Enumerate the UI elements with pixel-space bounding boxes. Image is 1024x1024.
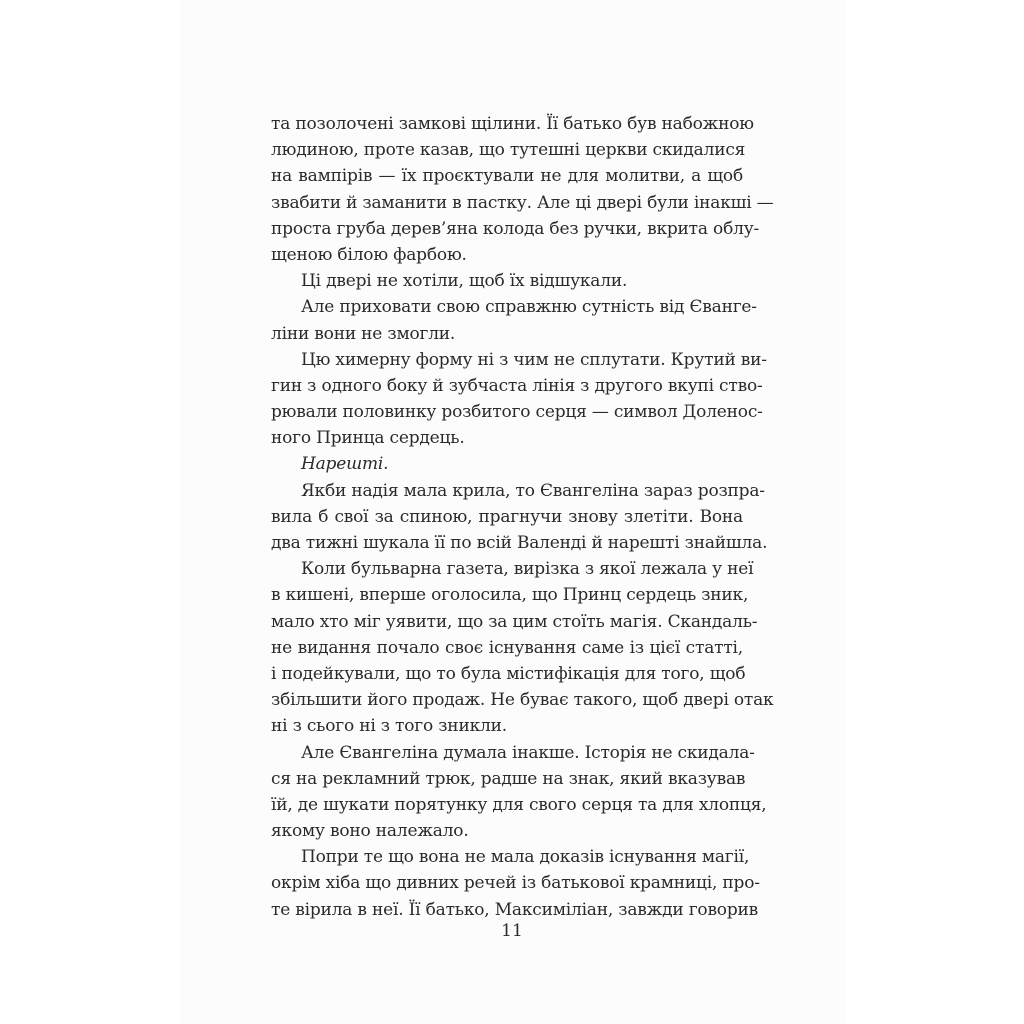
text-line: та позолочені замкові щілини. Її батько був набожною xyxy=(271,114,754,134)
text-line: ся на рекламний трюк, радше на знак, який вказував xyxy=(271,768,746,789)
text-line: Але приховати свою справжню сутність від Єванге- xyxy=(301,297,757,318)
text-line: ного Принца сердець. xyxy=(271,428,465,449)
text-line: якому воно належало. xyxy=(271,821,469,842)
page-number: 11 xyxy=(501,921,523,941)
text-line: Попри те що вона не мала доказів існування магії, xyxy=(301,847,750,868)
text-line: Але Євангеліна думала інакше. Історія не скидала- xyxy=(301,742,755,763)
text-line: людиною, проте казав, що тутешні церкви скидалися xyxy=(271,140,746,161)
text-line: два тижні шукала її по всій Валенді й нарешті знайшла. xyxy=(271,533,768,553)
text-line: і подейкували, що то була містифікація для того, щоб xyxy=(271,663,746,684)
text-line: не видання почало своє існування саме із цієї статті, xyxy=(271,637,743,658)
text-line: мало хто міг уявити, що за цим стоїть магія. Скандаль- xyxy=(271,611,758,632)
text-line: в кишені, вперше оголосила, що Принц сердець зник, xyxy=(271,585,749,606)
text-line: рювали половинку розбитого серця — символ Доленос- xyxy=(271,402,763,423)
text-line: те вірила в неї. Її батько, Максиміліан, завжди говорив xyxy=(271,899,759,920)
text-line: звабити й заманити в пастку. Але ці двері були інакші — xyxy=(271,192,774,213)
page-text xyxy=(271,111,774,923)
text-line: їй, де шукати порятунку для свого серця та для хлопця, xyxy=(271,794,767,815)
text-line: Якби надія мала крила, то Євангеліна зараз розпра- xyxy=(301,480,765,501)
text-line: окрім хіба що дивних речей із батькової крамниці, про- xyxy=(271,873,760,894)
text-line: ліни вони не змогли. xyxy=(271,323,456,344)
text-line-italic: Нарешті. xyxy=(301,454,389,475)
text-line: ні з сього ні з того зникли. xyxy=(271,716,507,737)
text-line: на вампірів — їх проєктували не для молитви, а щоб xyxy=(271,166,743,187)
text-line: щеною білою фарбою. xyxy=(271,244,467,265)
text-line: гин з одного боку й зубчаста лінія з другого вкупі ство- xyxy=(271,375,763,396)
text-line: вила б свої за спиною, прагнучи знову злетіти. Вона xyxy=(271,506,743,527)
text-line: Цю химерну форму ні з чим не сплутати. Крутий ви- xyxy=(301,349,767,370)
text-line: Ці двері не хотіли, щоб їх відшукали. xyxy=(301,271,628,292)
text-line: збільшити його продаж. Не буває такого, щоб двері отак xyxy=(271,690,774,711)
text-line: Коли бульварна газета, вирізка з якої лежала у неї xyxy=(301,559,754,580)
text-line: проста груба дерев’яна колода без ручки, вкрита облу- xyxy=(271,218,760,239)
